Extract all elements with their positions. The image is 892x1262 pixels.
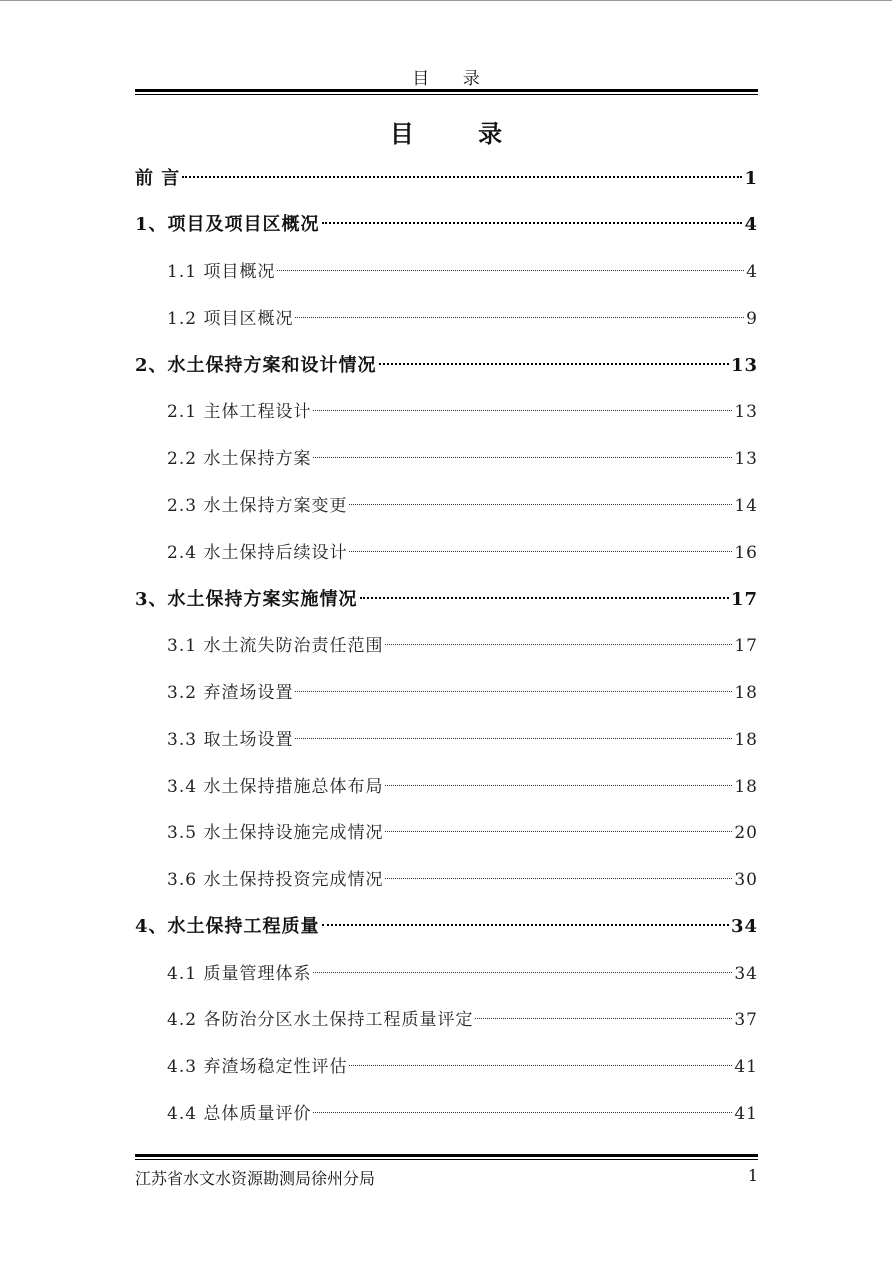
dot-leader [385,831,732,832]
toc-entry-page: 13 [734,449,758,469]
dot-leader [295,691,732,692]
toc-entry-3-6[interactable] [167,867,758,893]
dot-leader [313,410,732,411]
dot-leader [349,551,732,552]
dot-leader [385,785,732,786]
dot-leader [475,1018,732,1019]
toc-entry-page: 14 [734,496,758,516]
toc-entry-label: 3.1 水土流失防治责任范围 [167,636,384,656]
toc-entry-label: 1.2 项目区概况 [167,309,294,329]
toc-entry-page: 20 [734,823,758,843]
toc-entry-page: 18 [734,777,758,797]
dot-leader [313,972,732,973]
toc-entry-label: 3.6 水土保持投资完成情况 [167,870,384,890]
toc-entry-2-2[interactable] [167,446,758,472]
toc-entry-label: 4.1 质量管理体系 [167,964,312,984]
toc-entry-page: 16 [734,543,758,563]
dot-leader [379,363,729,365]
toc-entry-label: 3.3 取土场设置 [167,730,294,750]
dot-leader [349,1065,732,1066]
toc-entry-4-1[interactable] [167,961,758,987]
toc-entry-2-4[interactable] [167,540,758,566]
toc-entry-label: 3、水土保持方案实施情况 [135,589,358,610]
page-top-border [0,0,892,1]
dot-leader [313,457,732,458]
dot-leader [182,176,742,178]
toc-entry-page: 41 [734,1104,758,1124]
toc-entry-label: 2、水土保持方案和设计情况 [135,355,377,376]
toc-entry-4-2[interactable] [167,1007,758,1033]
dot-leader [385,644,732,645]
toc-entry-page: 30 [734,870,758,890]
toc-entry-label: 1.1 项目概况 [167,262,276,282]
toc-entry-2-3[interactable] [167,493,758,519]
page-title: 目 录 [389,119,531,148]
toc-entry-1-1[interactable] [167,259,758,285]
footer-page-number: 1 [747,1166,758,1185]
dot-leader [322,222,743,224]
toc-entry-label: 3.5 水土保持设施完成情况 [167,823,384,843]
dot-leader [313,1112,732,1113]
toc-entry-chapter-3[interactable] [135,587,758,613]
toc-entry-page: 13 [734,402,758,422]
dot-leader [360,597,729,599]
header-rule-thin [135,94,758,95]
toc-entry-label: 3.2 弃渣场设置 [167,683,294,703]
toc-entry-1-2[interactable] [167,306,758,332]
footer-rule-thin [135,1159,758,1160]
toc-entry-label: 2.1 主体工程设计 [167,402,312,422]
dot-leader [349,504,732,505]
toc-entry-label: 2.2 水土保持方案 [167,449,312,469]
toc-entry-label: 2.3 水土保持方案变更 [167,496,348,516]
toc-entry-label: 4.4 总体质量评价 [167,1104,312,1124]
footer-organization: 江苏省水文水资源勘测局徐州分局 [135,1169,376,1188]
toc-entry-3-1[interactable] [167,633,758,659]
toc-entry-page: 18 [734,730,758,750]
toc-entry-page: 13 [730,355,758,376]
running-header: 目 录 [412,69,494,89]
toc-entry-chapter-4[interactable] [135,914,758,940]
toc-entry-label: 4.2 各防治分区水土保持工程质量评定 [167,1010,474,1030]
toc-entry-3-3[interactable] [167,727,758,753]
toc-entry-chapter-2[interactable] [135,353,758,379]
toc-entry-page: 17 [730,589,758,610]
toc-entry-page: 9 [746,309,758,329]
toc-entry-page: 4 [744,214,758,235]
toc-entry-3-5[interactable] [167,820,758,846]
toc-entry-3-4[interactable] [167,774,758,800]
dot-leader [385,878,732,879]
toc-entry-page: 4 [746,262,758,282]
toc-entry-4-3[interactable] [167,1054,758,1080]
footer-rule-thick [135,1154,758,1157]
toc-entry-label: 4、水土保持工程质量 [135,916,320,937]
dot-leader [295,738,732,739]
toc-entry-chapter-1[interactable] [135,212,758,238]
toc-entry-4-4[interactable] [167,1101,758,1127]
toc-entry-3-2[interactable] [167,680,758,706]
toc-entry-label: 1、项目及项目区概况 [135,214,320,235]
toc-entry-label: 4.3 弃渣场稳定性评估 [167,1057,348,1077]
toc-entry-preface[interactable] [135,166,758,192]
toc-entry-label: 前 言 [135,168,181,189]
toc-entry-page: 17 [734,636,758,656]
toc-entry-page: 18 [734,683,758,703]
dot-leader [322,924,729,926]
toc-entry-label: 3.4 水土保持措施总体布局 [167,777,384,797]
header-rule-thick [135,89,758,92]
toc-entry-page: 1 [744,168,758,189]
toc-entry-label: 2.4 水土保持后续设计 [167,543,348,563]
toc-entry-page: 37 [734,1010,758,1030]
toc-entry-page: 41 [734,1057,758,1077]
dot-leader [295,317,744,318]
toc-entry-page: 34 [734,964,758,984]
toc-entry-page: 34 [730,916,758,937]
toc-entry-2-1[interactable] [167,399,758,425]
dot-leader [277,270,744,271]
